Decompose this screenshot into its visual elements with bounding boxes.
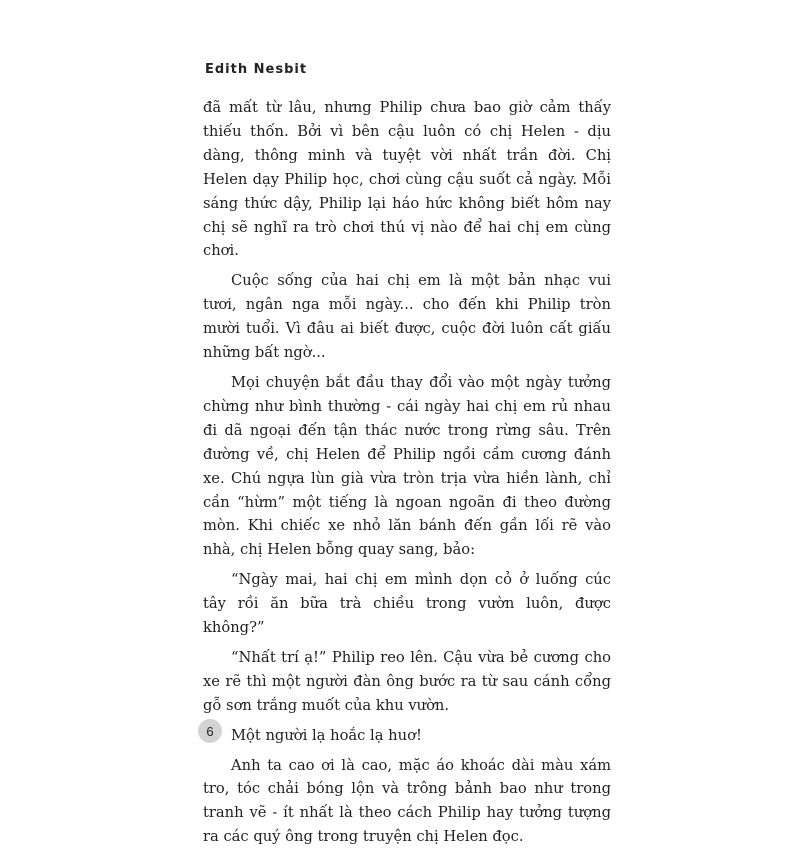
paragraph: Mọi chuyện bắt đầu thay đổi vào một ngày tưởng chừng như bình thường - cái ngày hai chị em rủ nhau đi dã ngoại đến tận thác nước trong rừng sâu. Trên đường về, chị Helen để Philip ngồi cầm cương đánh xe. Chú ngựa lùn già vừa tròn trịa vừa hiền lành, chỉ cần “hừm” một tiếng là ngoan ngoãn đi theo đường mòn. Khi chiếc xe nhỏ lăn bánh đến gần lối rẽ vào nhà, chị Helen bỗng quay sang, bảo: <box>203 373 611 559</box>
paragraph: Anh ta cao ơi là cao, mặc áo khoác dài màu xám tro, tóc chải bóng lộn và trông bảnh bao như trong tranh vẽ - ít nhất là theo cách Philip hay tưởng tượng ra các quý ông trong truyện chị Helen đọc. <box>203 756 611 846</box>
paragraph: đã mất từ lâu, nhưng Philip chưa bao giờ cảm thấy thiếu thốn. Bởi vì bên cậu luôn có chị Helen - dịu dàng, thông minh và tuyệt vời nhất trần đời. Chị Helen dạy Philip học, chơi cùng cậu suốt cả ngày. Mỗi sáng thức dậy, Philip lại háo hức không biết hôm nay chị sẽ nghĩ ra trò chơi thú vị nào để hai chị em cùng chơi. <box>203 99 611 260</box>
paragraph: Cuộc sống của hai chị em là một bản nhạc vui tươi, ngân nga mỗi ngày... cho đến khi Philip tròn mười tuổi. Vì đâu ai biết được, cuộc đời luôn cất giấu những bất ngờ... <box>203 272 611 362</box>
paragraph: Một người lạ hoắc lạ huơ! <box>231 726 422 744</box>
paragraph: “Ngày mai, hai chị em mình dọn cỏ ở luống cúc tây rồi ăn bữa trà chiều trong vườn luôn, được không?” <box>203 571 611 637</box>
body-text <box>203 96 611 855</box>
running-header-author: Edith Nesbit <box>205 62 308 77</box>
paragraph: “Nhất trí ạ!” Philip reo lên. Cậu vừa bẻ cương cho xe rẽ thì một người đàn ông bước ra từ sau cánh cổng gỗ sơn trắng muốt của khu vườn. <box>203 648 611 714</box>
page-number-badge: 6 <box>198 719 222 743</box>
